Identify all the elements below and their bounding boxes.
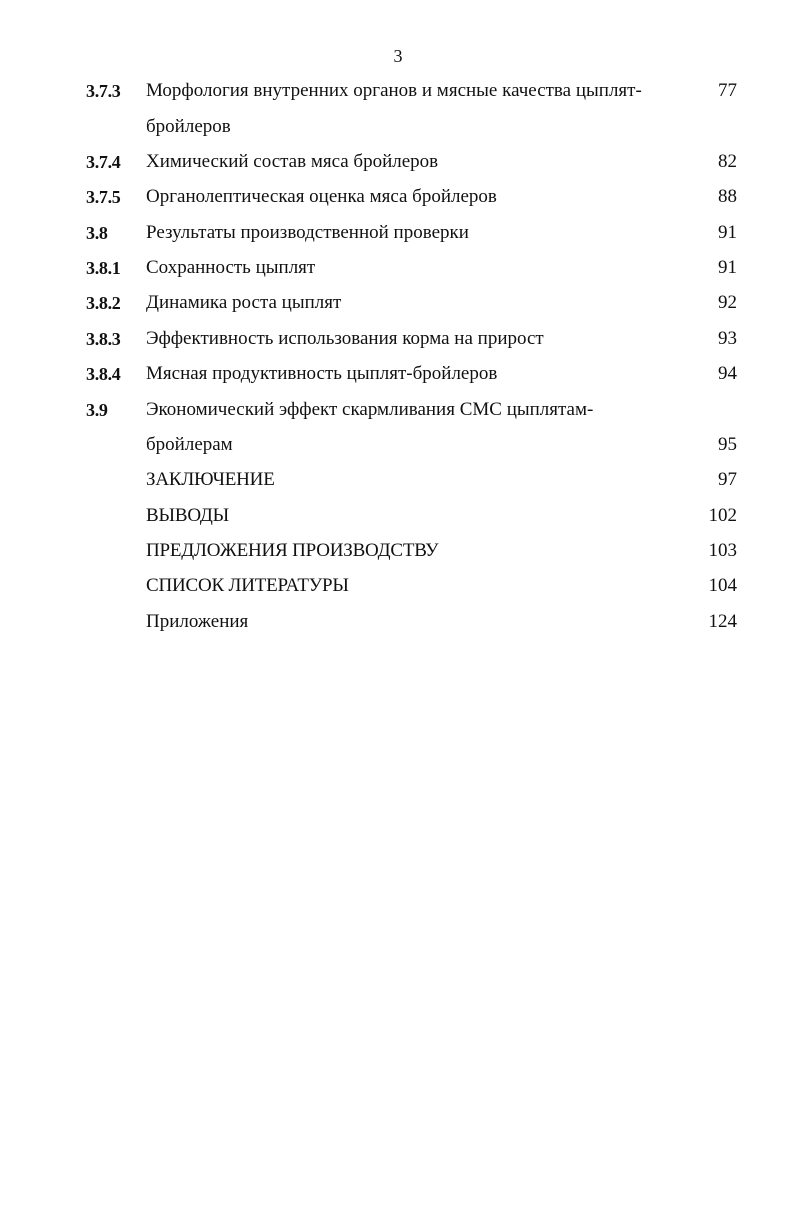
toc-entry-conclusion — [0, 466, 796, 494]
toc-entry-3-8-1 — [0, 254, 796, 282]
toc-entry-findings — [0, 502, 796, 530]
toc-section-title: ВЫВОДЫ — [146, 505, 230, 526]
toc-page-number: 91 — [718, 222, 737, 243]
toc-section-title: Мясная продуктивность цыплят-бройлеров — [146, 363, 498, 384]
toc-section-title: ПРЕДЛОЖЕНИЯ ПРОИЗВОДСТВУ — [146, 540, 439, 561]
toc-entry-3-7-4 — [0, 148, 796, 176]
toc-section-number: 3.8.1 — [86, 258, 121, 278]
toc-entry-3-8-3 — [0, 325, 796, 353]
toc-section-number: 3.8.4 — [86, 364, 121, 384]
toc-section-number: 3.8 — [86, 223, 108, 243]
toc-entry-3-7-3 — [0, 77, 796, 105]
toc-section-title: Эффективность использования корма на прирост — [146, 328, 544, 349]
toc-section-number: 3.7.4 — [86, 152, 121, 172]
toc-section-title: Приложения — [146, 611, 249, 632]
toc-section-title: бройлеров — [146, 116, 231, 137]
toc-page-number: 77 — [718, 80, 737, 101]
toc-section-number: 3.8.3 — [86, 329, 121, 349]
page-number: 3 — [393, 46, 403, 66]
toc-entry-3-9 — [0, 396, 796, 424]
toc-entry-appendices — [0, 608, 796, 636]
toc-page-number: 102 — [708, 505, 737, 526]
toc-page-number: 103 — [708, 540, 737, 561]
toc-page-number: 124 — [708, 611, 737, 632]
toc-page-number: 95 — [718, 434, 737, 455]
toc-section-title: Результаты производственной проверки — [146, 222, 469, 243]
toc-section-number: 3.8.2 — [86, 293, 121, 313]
toc-section-number: 3.7.3 — [86, 81, 121, 101]
toc-section-number: 3.9 — [86, 400, 108, 420]
toc-section-title: Органолептическая оценка мяса бройлеров — [146, 186, 497, 207]
toc-section-title: Динамика роста цыплят — [146, 292, 342, 313]
toc-page-number: 88 — [718, 186, 737, 207]
toc-section-title: бройлерам — [146, 434, 233, 455]
toc-entry-3-7-5 — [0, 183, 796, 211]
toc-entry-3-8-4 — [0, 360, 796, 388]
toc-page-number: 104 — [708, 575, 737, 596]
toc-page-number: 93 — [718, 328, 737, 349]
toc-entry-continuation — [0, 431, 796, 459]
toc-section-title: Сохранность цыплят — [146, 257, 316, 278]
toc-entry-3-8 — [0, 219, 796, 247]
toc-section-title: Экономический эффект скармливания СМС цыплятам- — [146, 399, 594, 420]
toc-page-number: 91 — [718, 257, 737, 278]
toc-section-title: СПИСОК ЛИТЕРАТУРЫ — [146, 575, 349, 596]
toc-entry-3-8-2 — [0, 289, 796, 317]
toc-entry-continuation — [0, 113, 796, 141]
toc-section-number: 3.7.5 — [86, 187, 121, 207]
toc-entry-recommendations — [0, 537, 796, 565]
toc-section-title: Морфология внутренних органов и мясные качества цыплят- — [146, 80, 642, 101]
toc-section-title: ЗАКЛЮЧЕНИЕ — [146, 469, 275, 490]
toc-page-number: 92 — [718, 292, 737, 313]
toc-page-number: 97 — [718, 469, 737, 490]
toc-entry-bibliography — [0, 572, 796, 600]
toc-section-title: Химический состав мяса бройлеров — [146, 151, 439, 172]
toc-page-number: 94 — [718, 363, 737, 384]
toc-page-number: 82 — [718, 151, 737, 172]
